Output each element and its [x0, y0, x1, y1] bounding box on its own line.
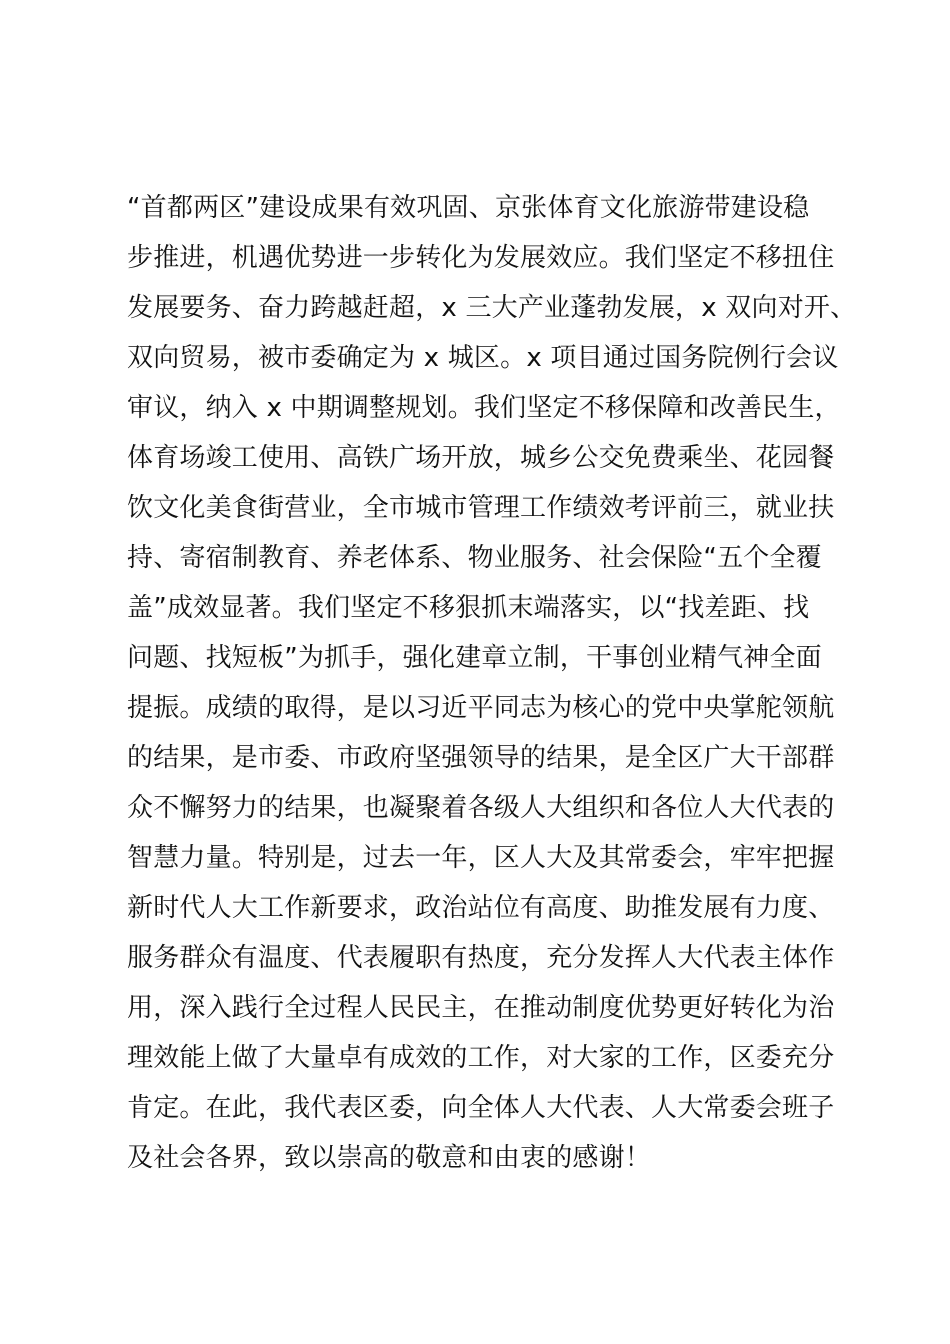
paragraph-line: 提振。成绩的取得，是以习近平同志为核心的党中央掌舵领航	[127, 693, 835, 723]
paragraph-line: 肯定。在此，我代表区委，向全体人大代表、人大常委会班子	[127, 1093, 835, 1123]
paragraph-line: 及社会各界，致以崇高的敬意和由衷的感谢！	[127, 1143, 652, 1173]
paragraph-line: 问题、找短板”为抓手，强化建章立制，干事创业精气神全面	[127, 643, 822, 673]
paragraph-line: 双向贸易，被市委确定为 x 城区。x 项目通过国务院例行会议	[127, 343, 839, 373]
paragraph-line: 发展要务、奋力跨越赶超，x 三大产业蓬勃发展，x 双向对开、	[127, 293, 857, 323]
paragraph-line: 步推进，机遇优势进一步转化为发展效应。我们坚定不移扭住	[127, 243, 835, 273]
paragraph-line: 用，深入践行全过程人民民主，在推动制度优势更好转化为治	[127, 993, 835, 1023]
paragraph-line: 服务群众有温度、代表履职有热度，充分发挥人大代表主体作	[127, 943, 835, 973]
paragraph-line: 盖”成效显著。我们坚定不移狠抓末端落实，以“找差距、找	[127, 593, 810, 623]
paragraph-line: 理效能上做了大量卓有成效的工作，对大家的工作，区委充分	[127, 1043, 835, 1073]
body-paragraph	[127, 183, 857, 1183]
paragraph-line: 体育场竣工使用、高铁广场开放，城乡公交免费乘坐、花园餐	[127, 443, 835, 473]
paragraph-line: 持、寄宿制教育、养老体系、物业服务、社会保险“五个全覆	[127, 543, 822, 573]
paragraph-line: 饮文化美食街营业，全市城市管理工作绩效考评前三，就业扶	[127, 493, 835, 523]
paragraph-line: 的结果，是市委、市政府坚强领导的结果，是全区广大干部群	[127, 743, 835, 773]
paragraph-line: 众不懈努力的结果，也凝聚着各级人大组织和各位人大代表的	[127, 793, 835, 823]
paragraph-line: 智慧力量。特别是，过去一年，区人大及其常委会，牢牢把握	[127, 843, 835, 873]
paragraph-line: 新时代人大工作新要求，政治站位有高度、助推发展有力度、	[127, 893, 835, 923]
paragraph-line: 审议，纳入 x 中期调整规划。我们坚定不移保障和改善民生，	[127, 393, 841, 423]
paragraph-line: “首都两区”建设成果有效巩固、京张体育文化旅游带建设稳	[127, 193, 810, 223]
